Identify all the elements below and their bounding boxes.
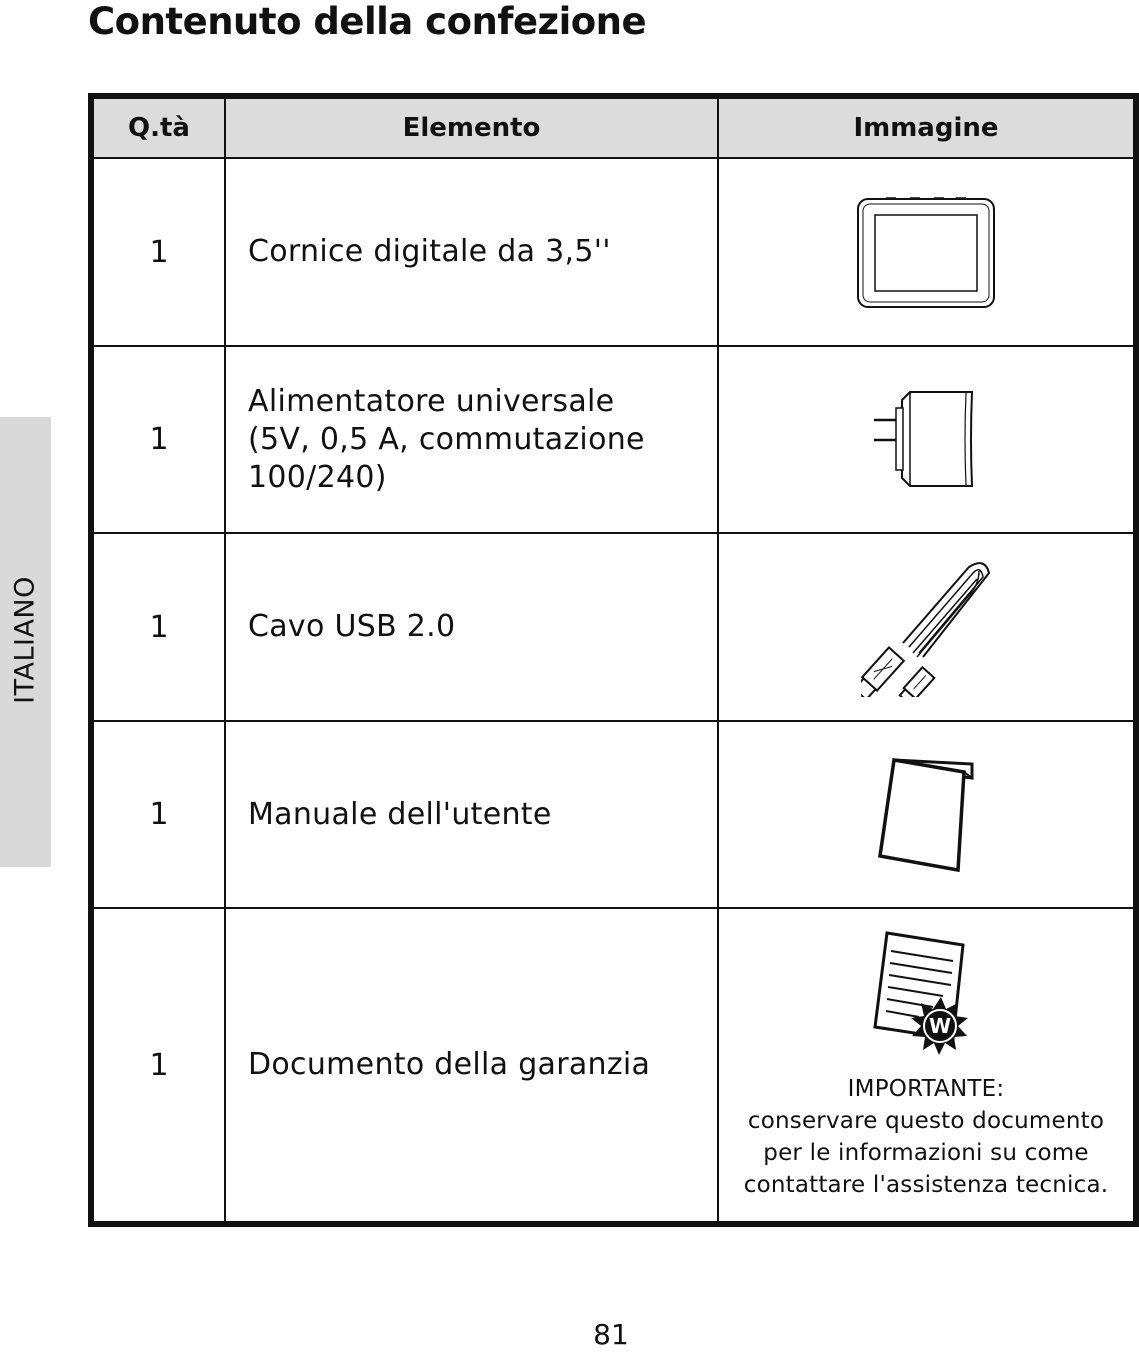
note-line: per le informazioni su come: [763, 1140, 1089, 1166]
table-row: [91, 533, 1136, 721]
row-qty: 1: [91, 908, 225, 1224]
row-image: [718, 908, 1136, 1224]
row-qty: 1: [91, 721, 225, 908]
row-item: [225, 346, 718, 533]
note-line: contattare l'assistenza tecnica.: [743, 1172, 1109, 1198]
note-line: IMPORTANTE:: [847, 1076, 1005, 1102]
header-image: Immagine: [718, 96, 1136, 158]
language-side-tab-label: ITALIANO: [9, 576, 41, 704]
row-item: Cornice digitale da 3,5'': [225, 158, 718, 346]
header-qty: Q.tà: [91, 96, 225, 158]
row-image: [718, 533, 1136, 721]
table-row: [91, 721, 1136, 908]
digital-frame-icon: [856, 194, 996, 310]
table-row: [91, 346, 1136, 533]
warranty-document-icon: [871, 929, 981, 1069]
row-qty: 1: [91, 533, 225, 721]
header-item: Elemento: [225, 96, 718, 158]
page-number: 81: [593, 1318, 629, 1351]
row-item: Documento della garanzia: [225, 908, 718, 1224]
row-item: Manuale dell'utente: [225, 721, 718, 908]
note-line: conservare questo documento: [747, 1108, 1105, 1134]
row-image: [718, 721, 1136, 908]
warranty-note: [719, 1073, 1133, 1201]
row-item-line: (5V, 0,5 A, commutazione: [248, 421, 645, 457]
power-adapter-icon: [874, 390, 978, 490]
row-item-line: Alimentatore universale: [248, 383, 615, 419]
usb-cable-icon: [861, 557, 991, 697]
package-contents-table: [88, 93, 1139, 1227]
table-row: [91, 908, 1136, 1224]
row-item-line: 100/240): [248, 459, 387, 495]
table-row: [91, 158, 1136, 346]
warranty-seal-letter: W: [928, 1014, 952, 1038]
row-item: Cavo USB 2.0: [225, 533, 718, 721]
manual-icon: [876, 756, 976, 874]
page-title: Contenuto della confezione: [88, 0, 647, 43]
row-qty: 1: [91, 158, 225, 346]
row-image: [718, 158, 1136, 346]
row-qty: 1: [91, 346, 225, 533]
table-header-row: [91, 96, 1136, 158]
row-image: [718, 346, 1136, 533]
